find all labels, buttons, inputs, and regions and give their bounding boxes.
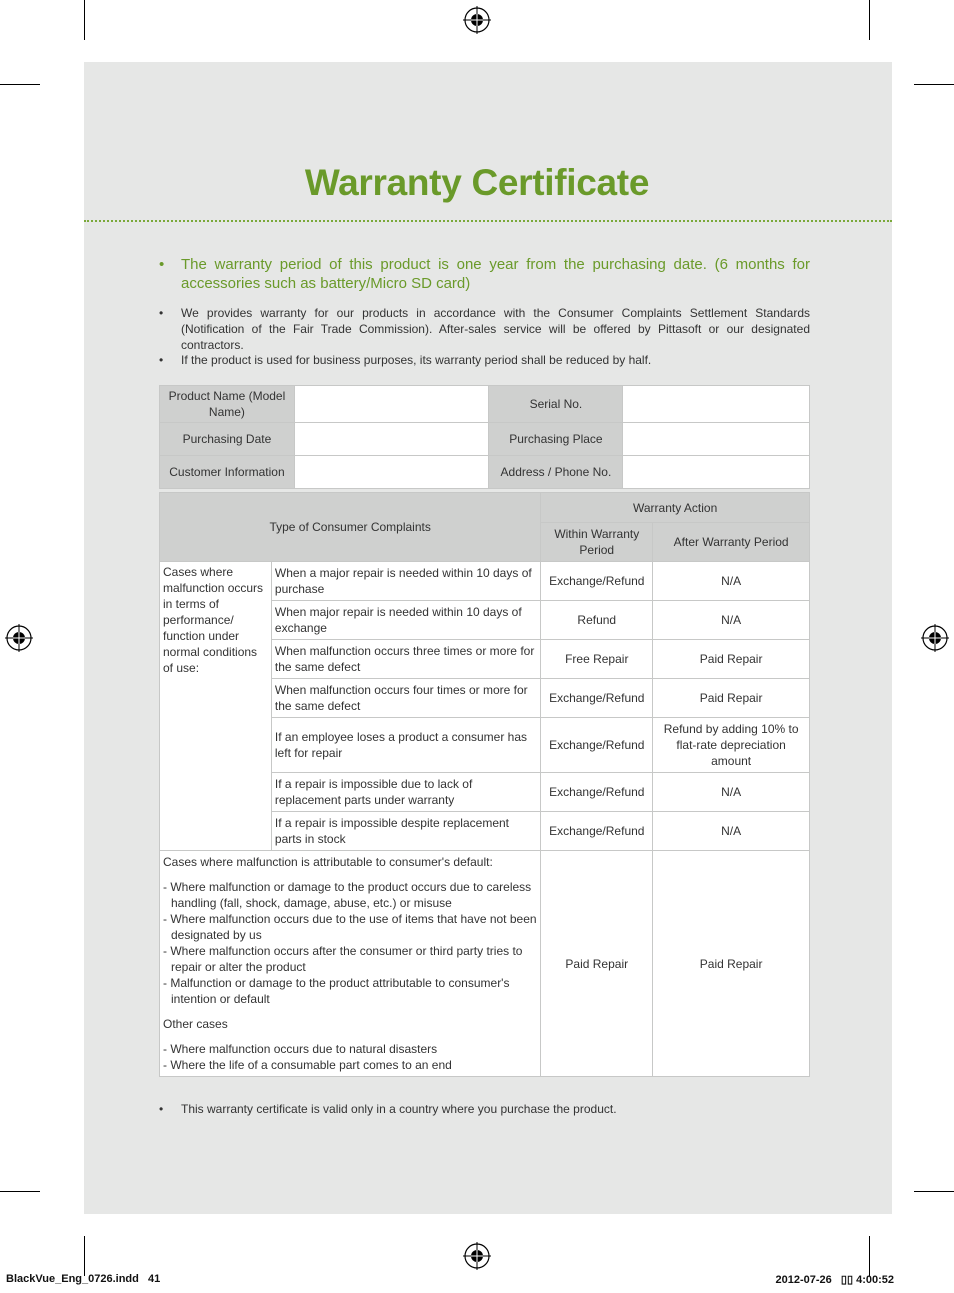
customer-info-label: Customer Information [160,456,295,489]
crop-mark [84,0,85,40]
address-phone-field[interactable] [623,456,810,489]
after-action: Paid Repair [653,851,810,1077]
case-text: If an employee loses a product a consumer has left for repair [271,718,540,773]
after-action: N/A [653,812,810,851]
purchasing-date-label: Purchasing Date [160,423,295,456]
bullet-country-validity [159,1101,810,1117]
case-text: When a major repair is needed within 10 days of purchase [271,562,540,601]
registration-mark-icon [463,6,491,34]
bullet-warranty-period [159,255,810,293]
crop-mark [869,0,870,40]
crop-mark [84,1236,85,1276]
after-action: N/A [653,562,810,601]
crop-mark [914,1191,954,1192]
customer-info-field[interactable] [294,456,489,489]
normal-use-group-label: Cases where malfunction occurs in terms of performance/ function under normal conditions of use: [160,562,272,851]
after-action: Refund by adding 10% to flat-rate depreciation amount [653,718,810,773]
bullet-business-use [159,352,810,368]
bullet-text: This warranty certificate is valid only in a country where you purchase the product. [181,1102,617,1116]
bullet-text: If the product is used for business purposes, its warranty period shall be reduced by half. [181,353,652,367]
within-action: Paid Repair [541,851,653,1077]
list-item: - Malfunction or damage to the product attributable to consumer's intention or default [163,976,510,1006]
purchasing-place-field[interactable] [623,423,810,456]
within-action: Free Repair [541,640,653,679]
bullet-text: The warranty period of this product is one year from the purchasing date. (6 months for accessories such as battery/Micro SD card) [181,256,810,292]
after-action: Paid Repair [653,640,810,679]
list-item: - Where the life of a consumable part comes to an end [163,1058,452,1072]
product-info-table [159,385,810,489]
case-text: When malfunction occurs three times or more for the same defect [271,640,540,679]
purchasing-date-field[interactable] [294,423,489,456]
bullet-consumer-standards [159,305,810,353]
bullet-mark: • [159,353,164,367]
crop-mark [0,84,40,85]
purchasing-place-label: Purchasing Place [489,423,623,456]
list-item: - Where malfunction or damage to the product occurs due to careless handling (fall, shock, damage, abuse, etc.) or misuse [163,880,532,910]
after-action: Paid Repair [653,679,810,718]
bullet-mark: • [159,306,164,320]
after-action: N/A [653,601,810,640]
consumer-default-heading: Cases where malfunction is attributable to consumer's default: [163,855,493,869]
other-cases-heading: Other cases [163,1017,228,1031]
address-phone-label: Address / Phone No. [489,456,623,489]
warranty-action-header: Warranty Action [541,493,810,523]
within-action: Exchange/Refund [541,812,653,851]
complaints-table [159,492,810,1077]
registration-mark-icon [5,624,33,652]
within-action: Exchange/Refund [541,718,653,773]
product-name-label: Product Name (Model Name) [160,386,295,423]
type-header: Type of Consumer Complaints [160,493,541,562]
consumer-default-cell [160,851,541,1077]
case-text: If a repair is impossible due to lack of replacement parts under warranty [271,773,540,812]
case-text: If a repair is impossible despite replacement parts in stock [271,812,540,851]
dotted-divider [84,220,892,222]
after-period-header: After Warranty Period [653,523,810,562]
within-action: Exchange/Refund [541,679,653,718]
registration-mark-icon [921,624,949,652]
case-text: When major repair is needed within 10 days of exchange [271,601,540,640]
registration-mark-icon [463,1242,491,1270]
crop-mark [914,84,954,85]
product-name-field[interactable] [294,386,489,423]
bullet-text: We provides warranty for our products in accordance with the Consumer Complaints Settlement Standards (Notification of the Fair Trade Commission). After-sales service will be offered by Pittasoft or our designated contractors. [181,306,810,352]
list-item: - Where malfunction occurs after the consumer or third party tries to repair or alter the product [163,944,523,974]
page-title: Warranty Certificate [304,162,650,203]
crop-mark [869,1236,870,1276]
after-action: N/A [653,773,810,812]
case-text: When malfunction occurs four times or more for the same defect [271,679,540,718]
list-item: - Where malfunction occurs due to natural disasters [163,1042,438,1056]
footer-timestamp: 2012-07-26 ▯▯ 4:00:52 [775,1274,894,1286]
bullet-mark: • [159,1102,164,1116]
crop-mark [0,1191,40,1192]
bullet-mark: • [159,256,165,273]
within-action: Exchange/Refund [541,773,653,812]
within-action: Exchange/Refund [541,562,653,601]
footer-filename: BlackVue_Eng_0726.indd 41 [6,1273,161,1285]
serial-no-label: Serial No. [489,386,623,423]
serial-no-field[interactable] [623,386,810,423]
list-item: - Where malfunction occurs due to the use of items that have not been designated by us [163,912,537,942]
within-period-header: Within Warranty Period [541,523,653,562]
within-action: Refund [541,601,653,640]
